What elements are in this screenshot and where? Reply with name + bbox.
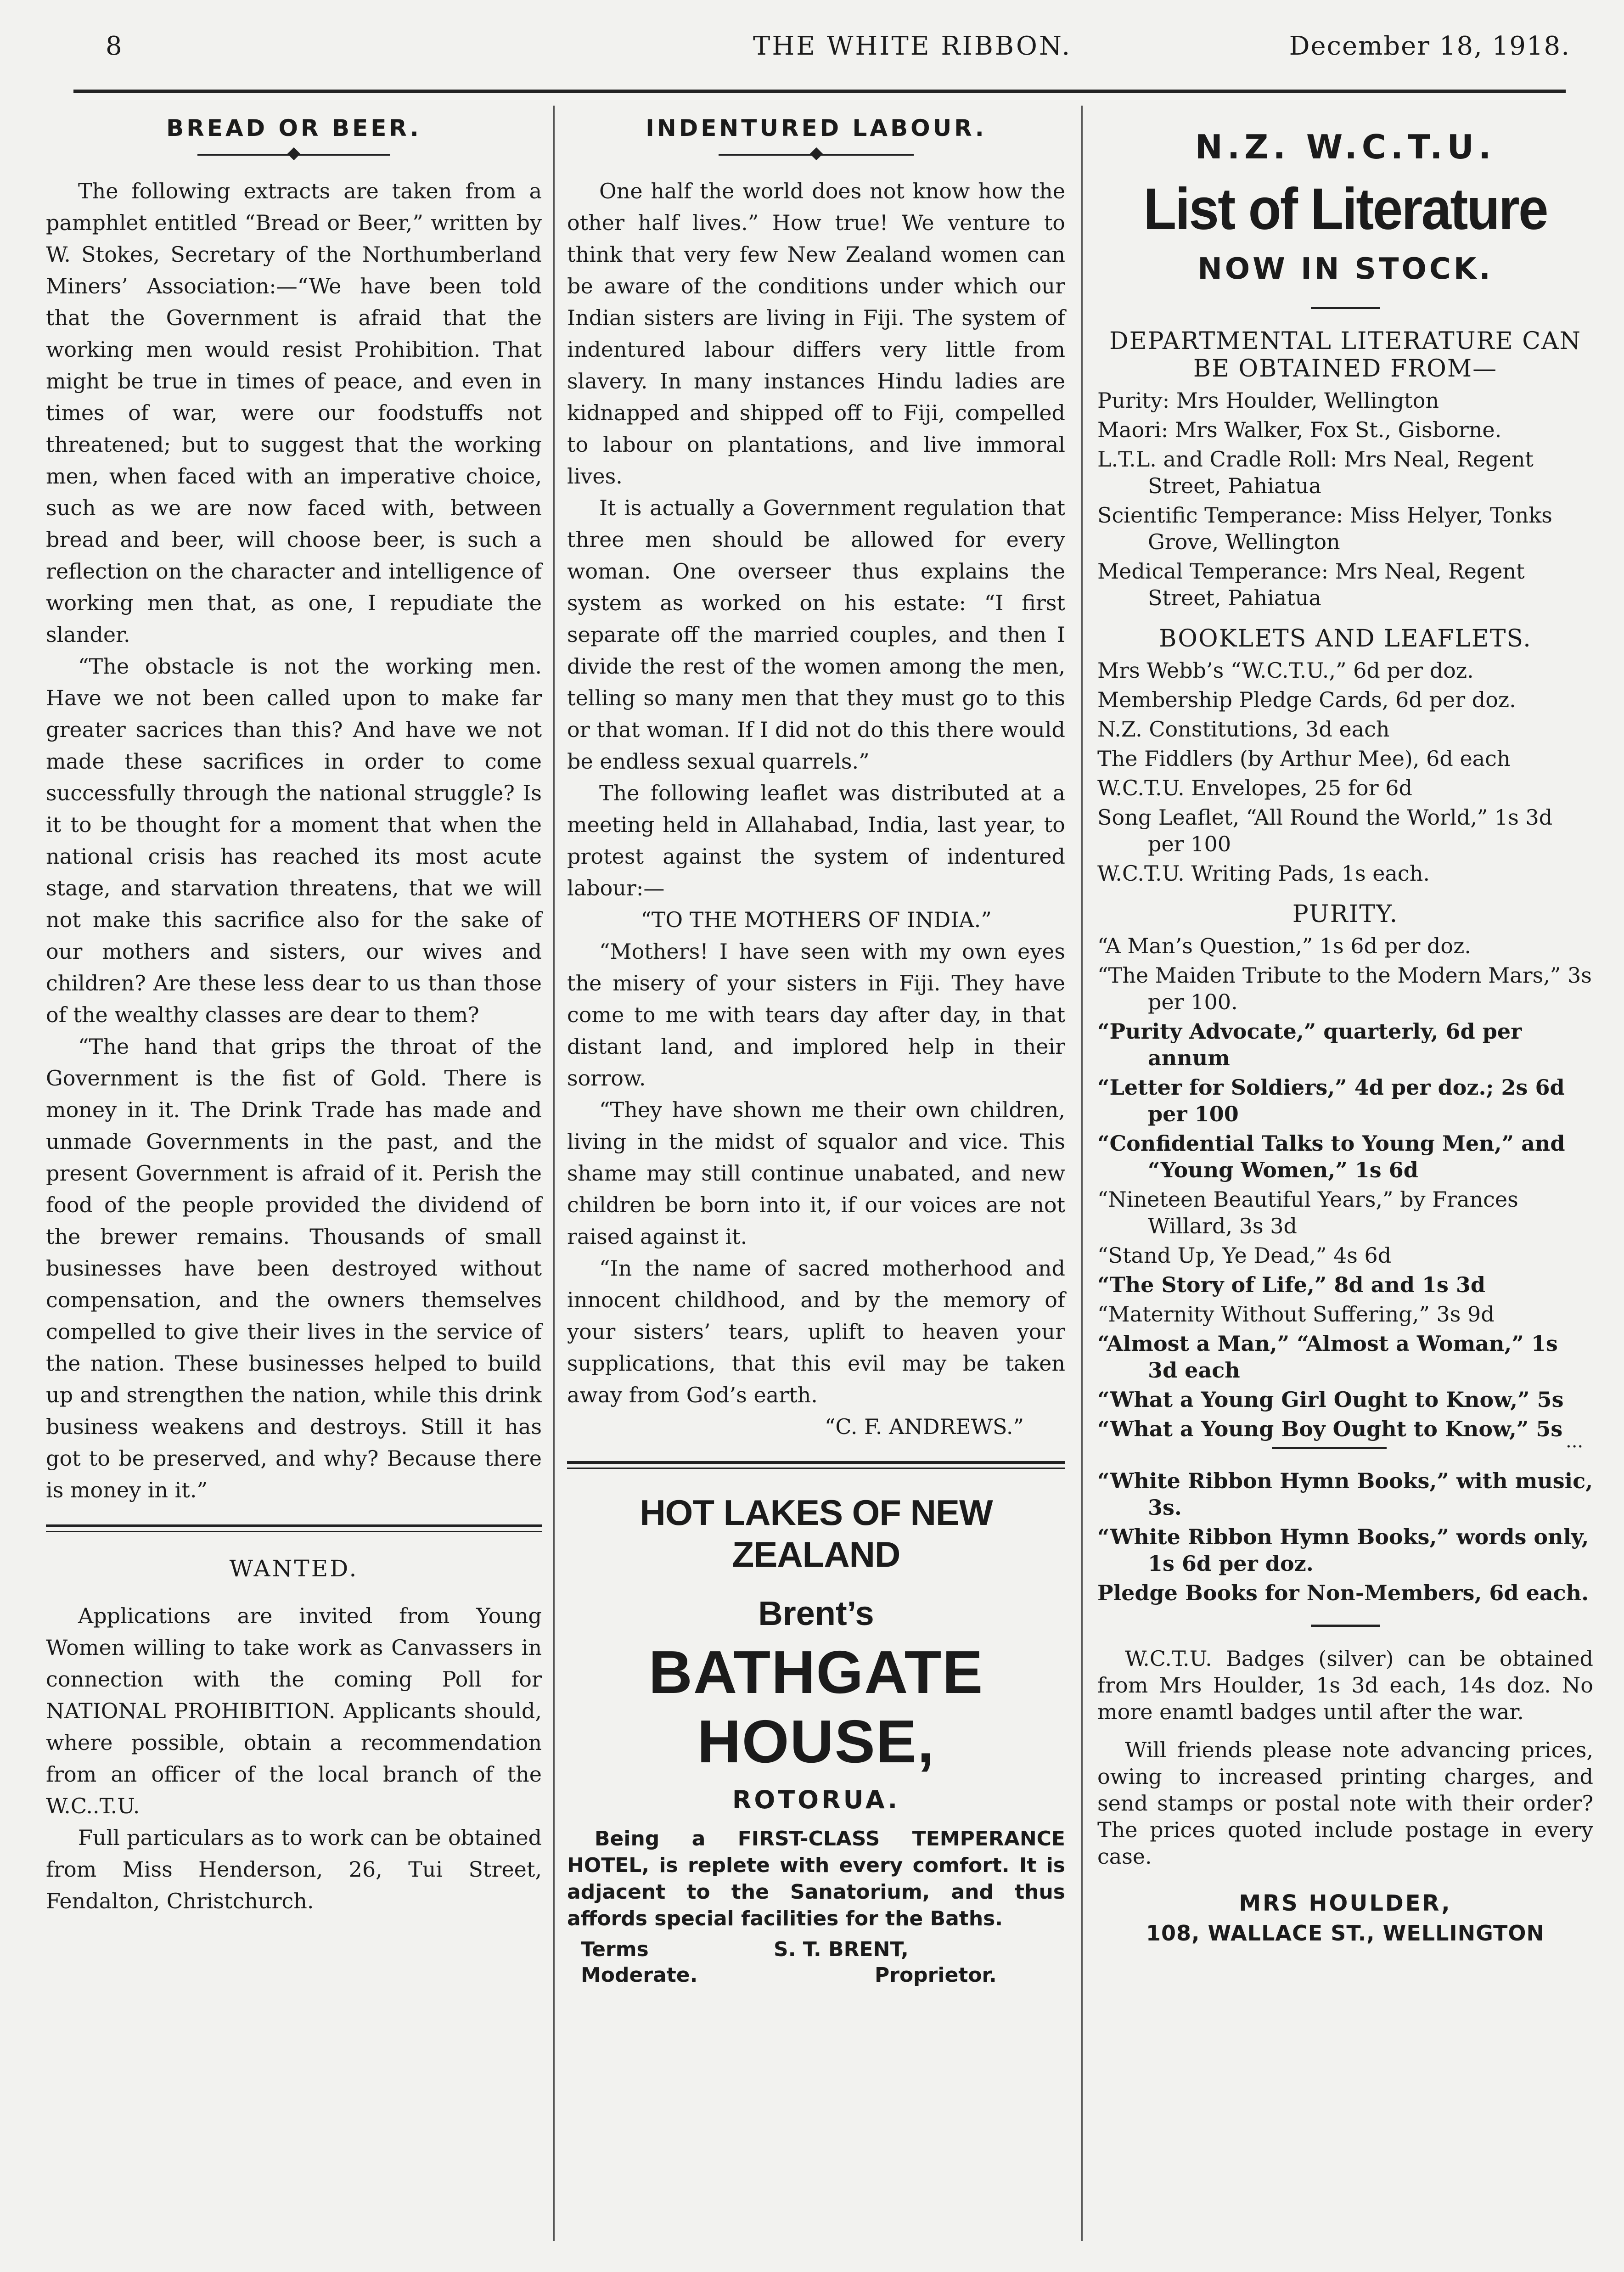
proprietor-title: Proprietor. [875,1963,997,1987]
purity-item: “Confidential Talks to Young Men,” and “Young Women,” 1s 6d [1097,1131,1565,1182]
issue-date: December 18, 1918. [1289,31,1570,61]
publication-title: THE WHITE RIBBON. [753,31,1072,61]
ellipsis: ... [1566,1431,1584,1452]
booklets-heading: BOOKLETS AND LEAFLETS. [1159,625,1532,652]
purity-item: “Letter for Soldiers,” 4d per doz.; 2s 6d per 100 [1097,1075,1565,1126]
wanted-paragraph: Full particulars as to work can be obtained from Miss Henderson, 26, Tui Street, Fendalton, Christchurch. [46,1825,542,1913]
column-middle [567,106,1065,1992]
departmental-heading: DEPARTMENTAL LITERATURE CAN BE OBTAINED FROM— [1109,327,1582,382]
purity-item: “Nineteen Beautiful Years,” by Frances Willard, 3s 3d [1097,1187,1518,1238]
badge-note: W.C.T.U. Badges (silver) can be obtained from Mrs Houlder, 1s 3d each, 14s doz. No more enamtl badges until after the war. [1097,1646,1593,1724]
terms-line: Moderate. [581,1963,698,1987]
literature-org: N.Z. W.C.T.U. [1195,128,1496,166]
column-divider-2 [1081,106,1083,2241]
booklet-item: Mrs Webb’s “W.C.T.U.,” 6d per doz. [1097,658,1474,683]
purity-item: “Maternity Without Suffering,” 3s 9d [1097,1302,1495,1327]
terms-line: Terms [581,1938,649,1961]
purity-item: “Almost a Man,” “Almost a Woman,” 1s 3d each [1097,1331,1558,1383]
leaflet-signature: “C. F. ANDREWS.” [824,1414,1024,1439]
column-divider-1 [553,106,555,2241]
leaflet-paragraph: “In the name of sacred motherhood and innocent childhood, and by the memory of your sisters’ tears, uplift to heaven your supplications, that this evil may be taken away from God’s earth. [567,1256,1065,1407]
hotel-footer [567,1937,1065,1992]
article-paragraph: One half the world does not know how the other half lives.” How true! We venture to think that very few New Zealand women can be aware of the conditions under which our Indian sisters are living in Fiji. The system of indentured labour differs very little from slavery. In many instances Hindu ladies are kidnapped and shipped off to Fiji, compelled to labour on plantations, and live immoral lives. [567,179,1065,489]
booklet-item: Song Leaflet, “All Round the World,” 1s 3d per 100 [1097,805,1553,856]
hotel-brand: Brent’s [758,1594,874,1632]
booklet-item: Membership Pledge Cards, 6d per doz. [1097,687,1516,712]
column-right [1097,106,1593,1946]
hotel-heading: HOT LAKES OF NEW ZEALAND [640,1492,993,1575]
indentured-labour-title: INDENTURED LABOUR. [646,115,987,141]
purity-item: “The Maiden Tribute to the Modern Mars,” 3s per 100. [1097,963,1592,1014]
departmental-item: L.T.L. and Cradle Roll: Mrs Neal, Regent Street, Pahiatua [1097,447,1534,498]
leaflet-title: “TO THE MOTHERS OF INDIA.” [641,907,992,932]
leaflet-paragraph: “They have shown me their own children, living in the midst of squalor and vice. This shame may still continue unabated, and new children be born into it, if our voices are not raised against it. [567,1097,1065,1249]
departmental-item: Scientific Temperance: Miss Helyer, Tonks Grove, Wellington [1097,503,1552,554]
wanted-title: WANTED. [229,1555,359,1582]
article-paragraph: “The hand that grips the throat of the Government is the fist of Gold. There is money in it. The Drink Trade has made and unmade Governments in the past, and the present Government is afraid of it. Perish the food of the people provided the dividend of the brewer remains. Thousands of small businesses have been destroyed without compensation, and the owners themselves compelled to give their lives in the service of the nation. These businesses helped to build up and strengthen the nation, while this drink business weakens and destroys. Still it has got to be preserved, and why? Because there is money in it.” [46,1034,542,1502]
column-left [46,106,542,1917]
article-paragraph: “The obstacle is not the working men. Have we not been called upon to make far greater sacrices than this? And have we not made these sacrifices in order to come successfully through the national struggle? Is it to be thought for a moment that when the national crisis has reached its most acute stage, and starvation threatens, that we will not make this sacrifice also for the sake of our mothers and sisters, our wives and children? Are these less dear to us than those of the wealthy classes are dear to them? [46,654,542,1027]
hotel-name: BATHGATE HOUSE, [648,1638,984,1775]
page-header [73,28,1570,64]
departmental-item: Medical Temperance: Mrs Neal, Regent Street, Pahiatua [1097,559,1525,610]
bread-or-beer-title: BREAD OR BEER. [166,115,421,141]
departmental-item: Maori: Mrs Walker, Fox St., Gisborne. [1097,417,1502,442]
header-rule [73,90,1566,93]
leaflet-paragraph: “Mothers! I have seen with my own eyes the misery of your sisters in Fiji. They have come to me with tears day after day, in that distant land, and implored help in their sorrow. [567,939,1065,1091]
purity-heading: PURITY. [1292,900,1399,928]
article-paragraph: The following extracts are taken from a pamphlet entitled “Bread or Beer,” written by W. Stokes, Secretary of the Northumberland Miners’ Association:—“We have been told that the Government is afraid that the working men would resist Prohibition. That might be true in times of peace, and even in times of war, were our foodstuffs not threatened; but to suggest that the working men, when faced with an imperative choice, such as we are now faced with, between bread and beer, will choose beer, is such a reflection on the character and intelligence of working men that, as one, I repudiate the slander. [46,179,542,647]
purity-item: “A Man’s Question,” 1s 6d per doz. [1097,934,1471,958]
proprietor-name: S. T. BRENT, [774,1938,909,1961]
booklet-item: The Fiddlers (by Arthur Mee), 6d each [1097,746,1511,771]
hotel-advertisement [567,1492,1065,1992]
ornament-rule [46,148,542,162]
purity-item: “What a Young Girl Ought to Know,” 5s [1097,1387,1564,1412]
short-rule [1311,307,1380,309]
section-rule [567,1461,1065,1469]
purity-item: “Stand Up, Ye Dead,” 4s 6d [1097,1243,1392,1268]
purity-item: “What a Young Boy Ought to Know,” 5s [1097,1417,1563,1441]
section-rule [46,1524,542,1532]
literature-title: List of Literature [1143,176,1547,242]
contact-name: MRS HOULDER, [1239,1890,1452,1916]
hotel-proprietor [774,1937,1049,1988]
article-paragraph: It is actually a Government regulation that three men should be allowed for every woman. One overseer thus explains the system as worked on his estate: “I first separate off the married couples, and then I divide the rest of the women among the men, telling so many men that they must go to this or that woman. If I did not do this there would be endless sexual quarrels.” [567,495,1065,774]
article-paragraph: The following leaflet was distributed at a meeting held in Allahabad, India, last year, to protest against the system of indentured labour:— [567,781,1065,900]
literature-subtitle: NOW IN STOCK. [1197,252,1493,286]
purity-item: “Purity Advocate,” quarterly, 6d per annum [1097,1019,1522,1070]
purity-item: “The Story of Life,” 8d and 1s 3d [1097,1272,1486,1297]
section-rule [1272,1431,1584,1452]
short-rule [1311,1625,1380,1627]
booklet-item: W.C.T.U. Envelopes, 25 for 6d [1097,776,1412,800]
booklet-item: N.Z. Constitutions, 3d each [1097,717,1390,742]
hymn-item: “White Ribbon Hymn Books,” words only, 1s 6d per doz. [1097,1524,1589,1576]
departmental-item: Purity: Mrs Houlder, Wellington [1097,388,1439,413]
hymn-item: Pledge Books for Non-Members, 6d each. [1097,1580,1589,1605]
contact-address: 108, WALLACE ST., WELLINGTON [1146,1921,1545,1946]
price-note: Will friends please note advancing prices, owing to increased printing charges, and send stamps or postal note with their order? The prices quoted include postage in every case. [1097,1738,1593,1869]
page-number: 8 [106,31,123,61]
ornament-rule [567,148,1065,162]
hotel-terms [581,1937,698,1988]
wanted-paragraph: Applications are invited from Young Women willing to take work as Canvassers in connection with the coming Poll for NATIONAL PROHIBITION. Applicants should, where possible, obtain a recommendation from an officer of the local branch of the W.C..T.U. [46,1603,542,1818]
hotel-location: ROTORUA. [732,1785,900,1814]
booklet-item: W.C.T.U. Writing Pads, 1s each. [1097,861,1430,886]
hymn-item: “White Ribbon Hymn Books,” with music, 3s. [1097,1468,1593,1520]
hotel-description: Being a FIRST-CLASS TEMPERANCE HOTEL, is replete with every comfort. It is adjacent to the Sanatorium, and thus affords special facilities for the Baths. [567,1827,1065,1930]
